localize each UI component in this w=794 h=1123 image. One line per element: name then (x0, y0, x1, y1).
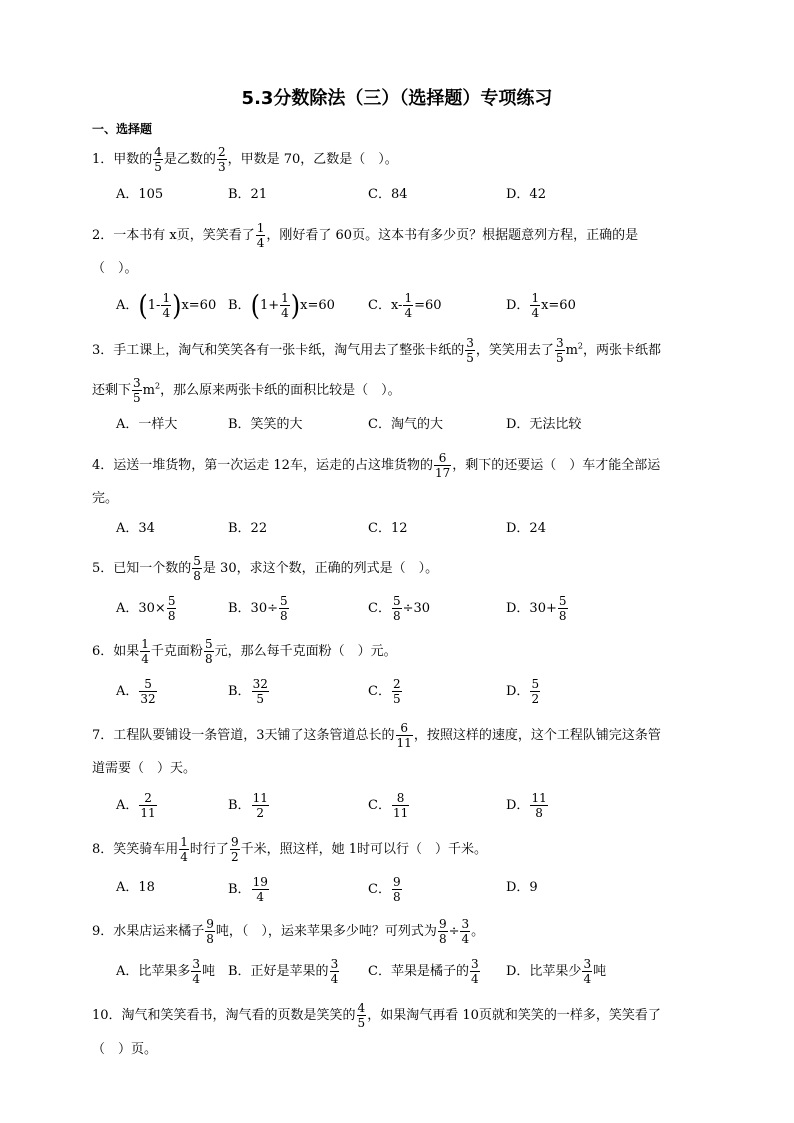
option-d: D．42 (506, 187, 546, 202)
question-3: 3．手工课上，淘气和笑笑各有一张卡纸，淘气用去了整张卡纸的 $\frac{3}{5}$ ，笑笑用去了 $\frac{3}{5}$ $m^2$，两张卡纸都 (92, 336, 662, 365)
question-4-line-2: 完。 (92, 491, 119, 506)
question-6: 6．如果 $\frac{1}{4}$ 千克面粉 $\frac{5}{8}$ 元，那么每千克面粉（ ）元。 (92, 637, 397, 666)
option-c: C．苹果是橘子的 $\frac{3}{4}$ (368, 957, 479, 986)
question-5: 5．已知一个数的 $\frac{5}{8}$ 是 30，求这个数，正确的列式是（ ）。 (92, 554, 439, 583)
question-7: 7．工程队要铺设一条管道，3天铺了这条管道总长的 $\frac{6}{11}$ ，按照这样的速度，这个工程队铺完这条管 (92, 721, 661, 750)
option-a: A．18 (116, 880, 155, 895)
option-c: C．x- $\frac{1}{4}$ =60 (368, 291, 442, 320)
question-2-line-2: （ ）。 (92, 261, 138, 276)
option-b: B． $\frac{32}{5}$ (228, 677, 268, 706)
option-c: C．淘气的大 (368, 417, 443, 432)
option-a: A．30× $\frac{5}{8}$ (116, 594, 176, 623)
option-a: A．一样大 (116, 417, 178, 432)
section-heading: 一、选择题 (92, 122, 153, 136)
option-d: D．无法比较 (506, 417, 582, 432)
question-7-options (116, 792, 676, 818)
option-c: C． $\frac{5}{8}$ ÷30 (368, 594, 431, 623)
option-b: B．(1+ $\frac{1}{4}$ )x=60 (228, 289, 335, 322)
option-d: D． $\frac{11}{8}$ (506, 791, 547, 820)
option-a: A．34 (116, 521, 155, 536)
fraction: $\frac{1}{4}$ (256, 221, 265, 250)
question-8: 8．笑笑骑车用 $\frac{1}{4}$ 时行了 $\frac{9}{2}$ 千米，照这样，她 1时可以行（ ）千米。 (92, 835, 487, 864)
question-9-options (116, 958, 676, 984)
option-b: B．正好是苹果的 $\frac{3}{4}$ (228, 957, 339, 986)
option-d: D． $\frac{5}{2}$ (506, 677, 540, 706)
question-2-options (116, 289, 676, 322)
fraction: $\frac{4}{5}$ (154, 145, 162, 174)
question-5-options (116, 595, 676, 621)
question-1: 1．甲数的 $\frac{4}{5}$ 是乙数的 $\frac{2}{3}$ ，甲数是 70，乙数是（ ）。 (92, 145, 398, 174)
option-d: D． $\frac{1}{4}$ x=60 (506, 291, 576, 320)
question-7-line-2: 道需要（ ）天。 (92, 761, 197, 776)
option-c: C．84 (368, 187, 408, 202)
fraction: $\frac{2}{3}$ (217, 145, 226, 174)
question-2: 2．一本书有 x页，笑笑看了 $\frac{1}{4}$ ，刚好看了 60页。这本书有多少页？根据题意列方程，正确的是 (92, 221, 639, 250)
page-title: 5.3分数除法（三）（选择题）专项练习 (241, 88, 553, 109)
question-10-line-2: （ ）页。 (92, 1042, 158, 1057)
option-a: A．(1- $\frac{1}{4}$ )x=60 (116, 289, 217, 322)
question-9: 9．水果店运来橘子 $\frac{9}{8}$ 吨，（ ），运来苹果多少吨？可列式为 $\frac{9}{8}$ ÷ $\frac{3}{4}$ 。 (92, 917, 485, 946)
option-d: D．30+ $\frac{5}{8}$ (506, 594, 567, 623)
option-d: D．24 (506, 521, 546, 536)
option-d: D．9 (506, 880, 538, 895)
option-c: C． $\frac{9}{8}$ (368, 875, 401, 904)
question-3-options (116, 418, 676, 438)
option-b: B． $\frac{19}{4}$ (228, 875, 268, 904)
option-a: A．比苹果多 $\frac{3}{4}$ 吨 (116, 957, 216, 986)
option-c: C． $\frac{8}{11}$ (368, 791, 409, 820)
option-b: B．22 (228, 521, 268, 536)
question-1-options (116, 188, 676, 208)
option-b: B．30÷ $\frac{5}{8}$ (228, 594, 288, 623)
option-b: B．笑笑的大 (228, 417, 303, 432)
question-6-options (116, 678, 676, 704)
option-b: B．21 (228, 187, 268, 202)
question-3-line-2: 还剩下 $\frac{3}{5}$ $m^2$，那么原来两张卡纸的面积比较是（ ）。 (92, 376, 401, 405)
option-c: C． $\frac{2}{5}$ (368, 677, 401, 706)
option-a: A． $\frac{2}{11}$ (116, 791, 156, 820)
question-4: 4．运送一堆货物，第一次运走 12车，运走的占这堆货物的 $\frac{6}{17}$ ，剩下的还要运（ ）车才能全部运 (92, 451, 661, 480)
question-10: 10．淘气和笑笑看书，淘气看的页数是笑笑的 $\frac{4}{5}$ ，如果淘气再看 10页就和笑笑的一样多，笑笑看了 (92, 1001, 661, 1030)
option-a: A．105 (116, 187, 164, 202)
question-4-options (116, 522, 676, 542)
option-c: C．12 (368, 521, 408, 536)
option-a: A． $\frac{5}{32}$ (116, 677, 156, 706)
option-d: D．比苹果少 $\frac{3}{4}$ 吨 (506, 957, 607, 986)
option-b: B． $\frac{11}{2}$ (228, 791, 268, 820)
question-8-options (116, 876, 676, 902)
